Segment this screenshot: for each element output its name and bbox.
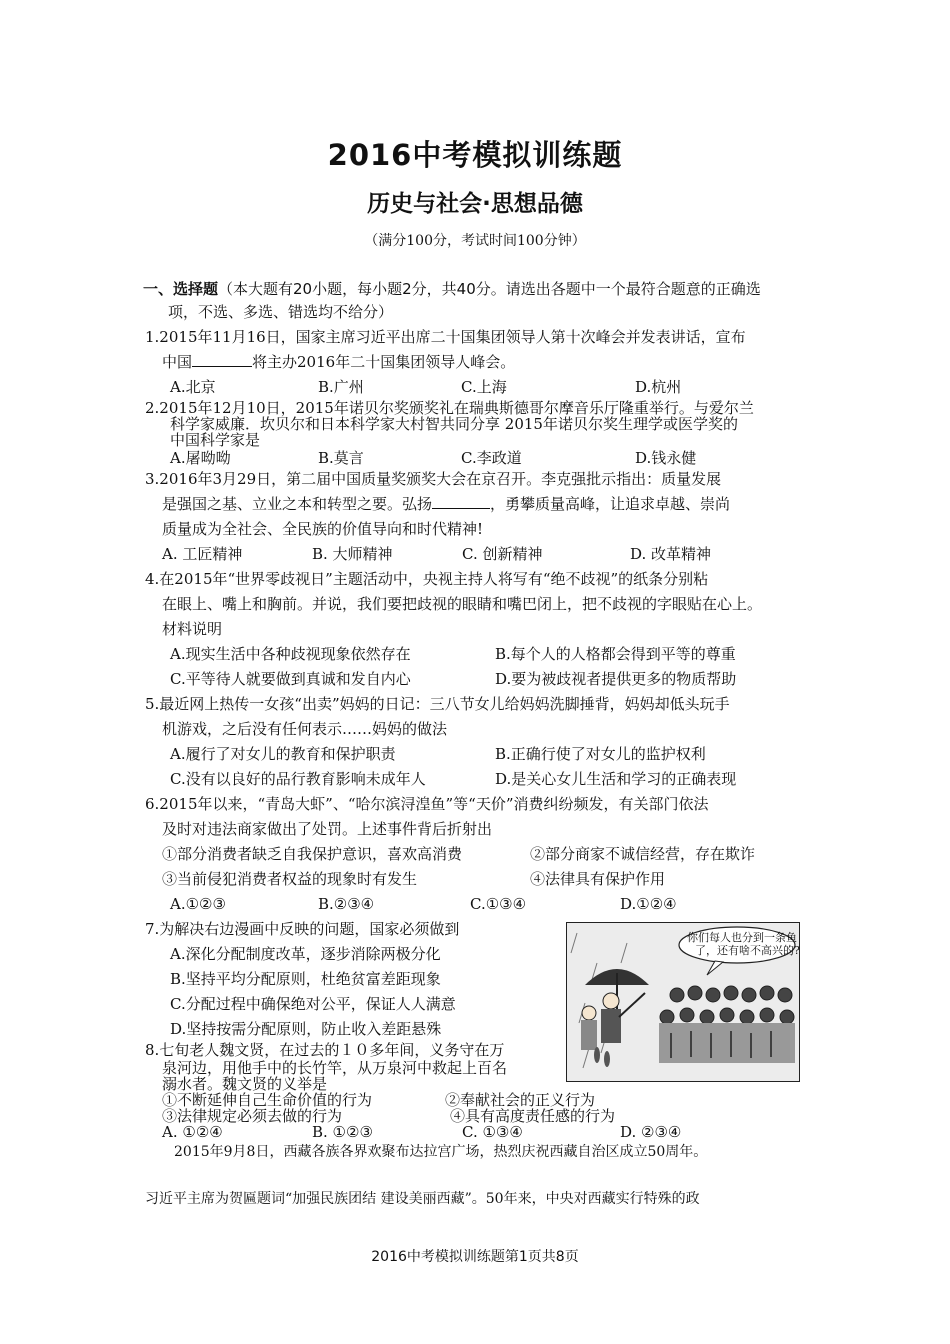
- q6-statement-2: ②部分商家不诚信经营，存在欺诈: [530, 845, 756, 863]
- q1-option-d: D.杭州: [635, 378, 682, 396]
- answer-blank: [192, 352, 252, 367]
- q8-statement-1: ①不断延伸自己生命价值的行为: [162, 1091, 373, 1109]
- q1-stem: 1.2015年11月16日，国家主席习近平出席二十国集团领导人第十次峰会并发表讲话，宣布: [145, 328, 746, 346]
- q8-option-d: D. ②③④: [620, 1123, 682, 1141]
- q1-stem-cont: 中国 将主办2016年二十国集团领导人峰会。: [162, 353, 516, 371]
- q6-stem: 6.2015年以来，“青岛大虾”、“哈尔滨浔湟鱼”等“天价”消费纠纷频发，有关部门依法: [145, 795, 709, 813]
- q7-cartoon: [566, 922, 800, 1082]
- page-footer: 2016中考模拟训练题第1页共8页: [371, 1249, 579, 1265]
- q2-stem-cont2: 中国科学家是: [170, 431, 261, 449]
- section-instruction: （本大题有20小题，每小题2分，共40分。请选出各题中一个最符合题意的正确选: [218, 280, 761, 298]
- q6-option-b: B.②③④: [318, 895, 375, 913]
- answer-blank: [432, 494, 490, 509]
- q7-option-a: A.深化分配制度改革，逐步消除两极分化: [170, 945, 441, 963]
- q6-statement-4: ④法律具有保护作用: [530, 870, 666, 888]
- q3-option-a: A. 工匠精神: [162, 545, 243, 563]
- page-subtitle: 历史与社会·思想品德: [367, 191, 583, 217]
- q1-option-a: A.北京: [170, 378, 216, 396]
- q2-option-a: A.屠呦呦: [170, 449, 231, 467]
- exam-note: （满分100分，考试时间100分钟）: [364, 233, 586, 249]
- q6-option-c: C.①③④: [470, 895, 527, 913]
- q4-option-a: A.现实生活中各种歧视现象依然存在: [170, 645, 411, 663]
- q1-option-b: B.广州: [318, 378, 364, 396]
- q7-option-c: C.分配过程中确保绝对公平，保证人人满意: [170, 995, 456, 1013]
- q7-stem: 7.为解决右边漫画中反映的问题，国家必须做到: [145, 920, 460, 938]
- q8-stem-cont2: 溺水者。魏文贤的义举是: [162, 1075, 328, 1093]
- q8-statement-2: ②奉献社会的正义行为: [445, 1091, 596, 1109]
- q3-option-d: D. 改革精神: [630, 545, 712, 563]
- passage-line-2: 习近平主席为贺匾题词“加强民族团结 建设美丽西藏”。50年来，中央对西藏实行特殊的政: [145, 1191, 700, 1207]
- q5-option-a: A.履行了对女儿的教育和保护职责: [170, 745, 396, 763]
- q4-option-d: D.要为被歧视者提供更多的物质帮助: [495, 670, 737, 688]
- q3-option-b: B. 大师精神: [312, 545, 393, 563]
- q8-statement-3: ③法律规定必须去做的行为: [162, 1107, 343, 1125]
- q5-option-d: D.是关心女儿生活和学习的正确表现: [495, 770, 737, 788]
- q5-option-c: C.没有以良好的品行教育影响未成年人: [170, 770, 426, 788]
- q2-option-b: B.莫言: [318, 449, 364, 467]
- cartoon-bubble-text: 你们每人也分到一条鱼 了，还有啥不高兴的?: [687, 931, 800, 957]
- section-heading: 一、选择题（本大题有20小题，每小题2分，共40分。请选出各题中一个最符合题意的正确选: [143, 280, 761, 298]
- q7-option-b: B.坚持平均分配原则，杜绝贫富差距现象: [170, 970, 441, 988]
- q8-option-a: A. ①②④: [162, 1123, 223, 1141]
- passage-line-1: 2015年9月8日，西藏各族各界欢聚布达拉宫广场，热烈庆祝西藏自治区成立50周年。: [174, 1144, 708, 1160]
- q8-statement-4: ④具有高度责任感的行为: [450, 1107, 616, 1125]
- q8-option-b: B. ①②③: [312, 1123, 373, 1141]
- page-title: 2016中考模拟训练题: [327, 138, 623, 172]
- q6-option-d: D.①②④: [620, 895, 677, 913]
- q2-stem-cont: 科学家威廉．坎贝尔和日本科学家大村智共同分享 2015年诺贝尔奖生理学或医学奖的: [170, 415, 738, 433]
- q7-option-d: D.坚持按需分配原则，防止收入差距悬殊: [170, 1020, 442, 1038]
- q6-stem-cont: 及时对违法商家做出了处罚。上述事件背后折射出: [162, 820, 493, 838]
- q3-stem: 3.2016年3月29日，第二届中国质量奖颁奖大会在京召开。李克强批示指出：质量发展: [145, 470, 722, 488]
- q4-option-b: B.每个人的人格都会得到平等的尊重: [495, 645, 736, 663]
- q8-stem: 8.七旬老人魏文贤，在过去的１０多年间，义务守在万: [145, 1041, 505, 1059]
- q5-option-b: B.正确行使了对女儿的监护权利: [495, 745, 706, 763]
- q2-stem: 2.2015年12月10日，2015年诺贝尔奖颁奖礼在瑞典斯德哥尔摩音乐厅隆重举行。与爱尔兰: [145, 399, 754, 417]
- q2-option-d: D.钱永健: [635, 449, 697, 467]
- q4-stem-cont: 在眼上、嘴上和胸前。并说，我们要把歧视的眼睛和嘴巴闭上，把不歧视的字眼贴在心上。: [162, 595, 763, 613]
- section-instruction-cont: 项，不选、多选、错选均不给分）: [168, 303, 394, 321]
- q3-stem-cont2: 质量成为全社会、全民族的价值导向和时代精神!: [162, 520, 484, 538]
- q4-stem: 4.在2015年“世界零歧视日”主题活动中，央视主持人将写有“绝不歧视”的纸条分别粘: [145, 570, 709, 588]
- q6-statement-3: ③当前侵犯消费者权益的现象时有发生: [162, 870, 418, 888]
- q1-option-c: C.上海: [461, 378, 507, 396]
- q4-option-c: C.平等待人就要做到真诚和发自内心: [170, 670, 411, 688]
- q6-statement-1: ①部分消费者缺乏自我保护意识，喜欢高消费: [162, 845, 463, 863]
- q3-stem-cont: 是强国之基、立业之本和转型之要。弘扬 ，勇攀质量高峰，让追求卓越、崇尚: [162, 495, 731, 513]
- q6-option-a: A.①②③: [170, 895, 226, 913]
- q4-stem-cont2: 材料说明: [162, 620, 223, 638]
- q5-stem-cont: 机游戏，之后没有任何表示……妈妈的做法: [162, 720, 448, 738]
- q8-stem-cont: 泉河边，用他手中的长竹竿，从万泉河中救起上百名: [162, 1059, 508, 1077]
- q3-option-c: C. 创新精神: [462, 545, 543, 563]
- q8-option-c: C. ①③④: [462, 1123, 523, 1141]
- q5-stem: 5.最近网上热传一女孩“出卖”妈妈的日记：三八节女儿给妈妈洗脚捶背，妈妈却低头玩手: [145, 695, 730, 713]
- q2-option-c: C.李政道: [461, 449, 522, 467]
